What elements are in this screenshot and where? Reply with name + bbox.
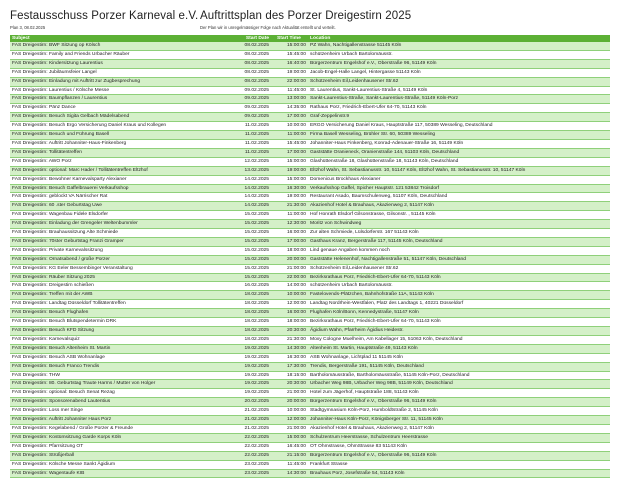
cell-start-date: 21.02.2025 [244,425,269,431]
cell-start-date: 20.02.2025 [244,399,269,405]
cell-start-date: 21.02.2025 [244,417,269,423]
cell-start-date: 13.02.2025 [244,167,269,173]
table-row[interactable] [10,264,610,273]
table-row[interactable] [10,166,610,175]
cell-subject: FAS Dreigestirn: Besuch Ergo Versicherung Daniel Kraus und Kollegen [12,123,167,129]
cell-start-time: 17:30:00 [286,363,306,369]
cell-start-date: 14.02.2025 [244,194,269,200]
cell-subject: FAS Dreigestirn: Laurentius / Kölsche Messe [12,87,110,93]
header-left [10,10,198,30]
cell-location: Fastelovends-Plätzchen, Bahnhofstraße 11A, 51143 Köln [310,292,434,298]
cell-start-date: 15.02.2025 [244,238,269,244]
cell-start-date: 15.02.2025 [244,212,269,218]
cell-start-time: 18:15:00 [286,372,306,378]
cell-subject: FAS Dreigestirn: Besuch Gaffelbrauerei Verkaufsshop [12,185,129,191]
table-row[interactable] [10,398,610,407]
cell-start-time: 14:30:00 [286,470,306,476]
cell-start-date: 18.02.2025 [244,328,269,333]
cell-location: Schützenheim Eil,Leidenhausener Str.62 [310,265,399,271]
cell-start-date: 09.02.2025 [244,105,269,111]
cell-start-time: 11:45:00 [287,87,306,93]
cell-start-time: 22:00:00 [286,78,306,84]
cell-start-date: 15.02.2025 [244,221,269,227]
cell-location: Bezirksrathaus Porz, Friedrich-Ebert-Ufer 64-70, 51143 Köln [310,274,441,280]
cell-location: ASB Wohnanlage, Lichtplad 11 51145 Köln [310,354,403,360]
table-body [10,42,610,478]
cell-subject: FAS Dreigestirn: Besuch und Führung Basell [12,132,110,138]
cell-location: Gaststätte Helenenhof, Nachtigallenstraße 51, 51147 Köln, Deutschland [310,256,466,262]
cell-subject: FAS Dreigestirn: Auftritt Johanniter-Haus-Finkenberg [12,140,127,146]
table-row[interactable] [10,50,610,59]
table-row[interactable] [10,424,610,433]
cell-start-date: 15.02.2025 [244,230,269,236]
cell-subject: FAS Dreigestirn: Auftritt Johanniter Haus Porz [12,417,112,423]
cell-subject: FAS Dreigestirn: Private Karnevalssitzung [12,247,103,253]
cell-location: Verkaufsshop Gaffel, Spicher Hauptstr. 121 53842 Troisdorf [310,185,440,191]
cell-subject: FAS Dreigestirn: Wagenbau Fidele Elsdorfer [12,212,109,218]
table-row[interactable] [10,407,610,416]
cell-subject: FAS Dreigestirn: Loss mer Singe [12,408,83,414]
cell-subject: FAS Dreigestirn: Besuch Franco Trendis [12,363,100,369]
cell-start-time: 21:00:00 [286,265,306,271]
cell-start-date: 22.02.2025 [244,452,269,458]
cell-subject: FAS Dreigestirn: 80. Geburtstag Traute Harms / Mutter von Holger [12,381,156,387]
cell-start-date: 22.02.2025 [244,434,269,440]
column-header-start-time[interactable]: Start Time [277,36,301,41]
plan-info: Plan 3, 08.02.2025 [10,25,46,30]
cell-start-date: 22.02.2025 [244,443,269,449]
cell-start-time: 14:00:00 [286,283,306,289]
cell-start-time: 17:00:00 [286,114,306,120]
cell-start-time: 10:00:00 [286,123,306,129]
cell-start-time: 16:30:00 [286,185,306,191]
table-row[interactable] [10,113,610,122]
cell-subject: FAS Dreigestirn: Family and Friends Urbacher Räuber [12,51,130,57]
cell-subject: FAS Dreigestirn: Kegelabend / Große Porzer & Freunde [12,425,133,431]
table-row[interactable] [10,237,610,246]
cell-start-date: 19.02.2025 [244,381,269,387]
table-row[interactable] [10,42,610,50]
table-row[interactable] [10,122,610,131]
cell-location: Rathaus Porz, Friedrich-Ebert-Ufer 64-70, 51143 Köln [310,105,427,111]
cell-location: Bartholomäusstraße, Bartholomäusstraße, 51145 Köln-Porz, Deutschland [310,372,470,378]
cell-start-time: 15:00:00 [286,158,306,164]
cell-start-date: 15.02.2025 [244,265,269,271]
cell-start-date: 19.02.2025 [244,390,269,396]
cell-location: Urbacher Weg 98B, Urbacher Weg 98B, 51149 Köln, Deutschland [310,381,453,387]
cell-start-date: 23.02.2025 [244,461,269,467]
cell-start-date: 21.02.2025 [244,408,269,414]
table-row[interactable] [10,59,610,68]
cell-location: Bezirksrathaus Porz, Friedrich-Ebert-Ufer 64-70, 51143 Köln [310,319,441,325]
cell-location: Stadtgymnasium Köln-Porz, Humboldtstraße 2, 51145 Köln [310,408,438,414]
cell-location: Flughafen Köln/Bonn, Kennedystraße, 51147 Köln [310,310,419,316]
cell-start-time: 16:40:00 [286,60,306,66]
cell-start-time: 14:35:00 [286,105,306,111]
cell-subject: FAS Dreigestirn: 70ster Geburtstag Franzi Gramper [12,238,124,244]
cell-start-date: 18.02.2025 [244,310,269,316]
cell-start-time: 11:45:00 [287,461,306,467]
cell-subject: FAS Dreigestirn: Strüßjerball [12,452,74,458]
cell-location: Sankt-Laurentius-Straße, Sankt-Laurentius-Straße, 51149 Köln-Porz [310,96,459,102]
table-row[interactable] [10,433,610,442]
table-header-row [10,35,610,42]
cell-location: schützenheim Urbach Bartolomäusstr. [310,51,393,57]
cell-start-time: 19:00:00 [286,167,306,173]
cell-subject: FAS Dreigestirn: Jubiläumsfeier Langel [12,69,97,75]
cell-start-date: 11.02.2025 [244,149,269,155]
cell-location: Glashüttenstraße 18, Glashüttenstraße 18, 51143 Köln, Deutschland [310,158,459,164]
cell-location: Restaurant Asado, Baumschulenweg, 51107 Köln, Deutschland [310,194,448,200]
table-row[interactable] [10,86,610,95]
table-row[interactable] [10,175,610,184]
cell-start-date: 11.02.2025 [244,132,269,138]
table-row[interactable] [10,318,610,327]
cell-start-time: 22:00:00 [286,274,306,280]
cell-start-time: 12:00:00 [286,417,306,423]
cell-start-time: 12:30:00 [286,221,306,227]
cell-subject: FAS Dreigestirn: Ornatsabend / große Porzer [12,256,110,262]
table-row[interactable] [10,193,610,202]
cell-start-date: 18.02.2025 [244,292,269,298]
cell-subject: FAS Dreigestirn: Einladung der Grengeler Weltenbummler [12,221,138,227]
cell-subject: FAS Dreigestirn: Wagentaufe KIB [12,470,85,476]
cell-start-time: 15:00:00 [286,176,306,182]
cell-location: Zur alten Schmiede, Lülsdorferstr. 167 51143 Köln [310,230,419,236]
cell-start-time: 10:00:00 [286,408,306,414]
cell-start-date: 12.02.2025 [244,158,269,164]
cell-location: OT Ohmstrasse, OhmStrasse 83 51143 Köln [310,443,407,449]
cell-start-date: 09.02.2025 [244,114,269,120]
table-row[interactable] [10,148,610,157]
cell-subject: FAS Dreigestirn: Landtag Düsseldorf Tollitätentreffen [12,301,126,307]
cell-subject: FAS Dreigestirn: THW [12,372,61,378]
cell-start-date: 23.02.2025 [244,470,269,476]
table-row[interactable] [10,451,610,460]
cell-start-time: 11:00:00 [287,132,306,138]
cell-start-date: 18.02.2025 [244,301,269,307]
cell-start-time: 14:30:00 [286,345,306,351]
cell-start-time: 21:30:00 [286,203,306,209]
cell-subject: FAS Dreigestirn: Baumpflanzen / Laurentius [12,96,108,102]
table-row[interactable] [10,469,610,478]
table-row[interactable] [10,300,610,309]
table-row[interactable] [10,442,610,451]
cell-start-time: 18:00:00 [286,319,306,325]
cell-start-time: 20:30:00 [286,381,306,387]
cell-location: Altenheim St. Martin, Hauptstraße 49, 51143 Köln [310,345,418,351]
cell-start-time: 16:00:00 [286,310,306,316]
cell-subject: FAS Dreigestirn: Brauhaussitzung Alte Schmiede [12,230,119,236]
table-row[interactable] [10,77,610,86]
cell-start-time: 16:00:00 [286,230,306,236]
cell-location: Akazienhof Hotel & Brauhaus, Akazienweg 2, 51147 Köln [310,203,434,209]
table-row[interactable] [10,95,610,104]
cell-subject: FAS Dreigestirn: Einladung mit Auftritt zur Zugbesprechung [12,78,141,84]
cell-start-time: 18:00:00 [286,247,306,253]
cell-location: Domenicus Brockhaus Alexianer [310,176,381,182]
org-title: Festausschuss Porzer Karneval e.V. [10,10,199,22]
cell-start-time: 21:00:00 [286,390,306,396]
table-row[interactable] [10,460,610,469]
column-header-start-date[interactable]: Start Date [245,36,269,41]
cell-location: Schulzentrum Heerstrasse, Schulzentrum Heerstrasse [310,434,428,440]
cell-start-time: 13:00:00 [286,96,306,102]
cell-start-time: 17:00:00 [286,149,306,155]
cell-subject: FAS Dreigestirn: Pänz Dance [12,105,76,111]
cell-subject: FAS Dreigestirn: Sponsorenabend Lautentius [12,399,111,405]
cell-start-date: 16.02.2025 [244,283,269,289]
table-row[interactable] [10,291,610,300]
cell-start-time: 21:15:00 [286,452,306,458]
document-title: Auftrittsplan des Porzer Dreigestirn 2025 [200,10,412,22]
cell-location: Schützenheim Eil,Leidenhausener Str.62 [310,78,399,84]
cell-start-date: 14.02.2025 [244,203,269,209]
cell-subject: FAS Dreigestirn: BWF Sitzung op Kölsch [12,43,101,48]
cell-start-date: 08.02.2025 [244,78,269,84]
cell-subject: FAS Dreigestirn: Treffen mit der AWB [12,292,93,298]
cell-location: Frankfurt Strasse [310,461,348,467]
cell-subject: FAS Dreigestirn: Tollitätentreffen [12,149,82,155]
cell-subject: FAS Dreigestirn: geblockt VA Närrischer Rat [12,194,108,200]
cell-location: Hotel zum Jägerhof, Hauptstraße 188, 51143 Köln [310,390,419,396]
table-row[interactable] [10,184,610,193]
table-row[interactable] [10,104,610,113]
cell-subject: FAS Dreigestirn: Kostümsitzung Garde Korps Köln [12,434,122,440]
cell-start-time: 21:30:00 [286,336,306,342]
cell-subject: FAS Dreigestirn: Kindersitzung Laurentius [12,60,103,66]
table-row[interactable] [10,139,610,148]
cell-start-date: 08.02.2025 [244,60,269,66]
cell-start-date: 08.02.2025 [244,69,269,75]
cell-subject: FAS Dreigestirn: Bewohner Karnevalsparty Alexianer [12,176,127,182]
cell-start-date: 19.02.2025 [244,354,269,360]
cell-location: Hof Honrath Elsdorf Gilsonstrasse, Gilsonstr. , 51145 Köln [310,212,436,218]
table-row[interactable] [10,282,610,291]
cell-location: Jacob-Engel-Halle Langel, Hintergasse 51143 Köln [310,69,421,75]
cell-start-date: 11.02.2025 [244,123,269,129]
cell-location: St. Laurentius, Sankt-Laurentius-Straße 4, 51149 Köln [310,87,428,93]
cell-subject: FAS Dreigestirn: Kölsche Messe Sankt Ägidium [12,461,116,467]
cell-location: Ägidium Wahn, Pfarrheim Ägidius Heidestr. [310,328,404,333]
cell-start-time: 11:00:00 [287,212,306,218]
cell-start-time: 15:45:00 [286,51,306,57]
cell-start-time: 20:30:00 [286,328,306,333]
cell-start-date: 15.02.2025 [244,247,269,253]
column-header-subject[interactable]: Subject [12,36,30,41]
cell-location: Gaststätte Oranieneck, Oranienstraße 144, 51103 Köln, Deutschland [310,149,460,155]
cell-start-date: 08.02.2025 [244,51,269,57]
cell-subject: FAS Dreigestirn: AWO Porz [12,158,72,164]
cell-location: Bürgerzentrum Engelshof e.V., Oberstraße 96, 51149 Köln [310,60,437,66]
table-row[interactable] [10,273,610,282]
table-row[interactable] [10,131,610,140]
cell-start-date: 09.02.2025 [244,96,269,102]
cell-location: Gasthaus Kranz, Bergerstraße 117, 51145 Köln, Deutschland [310,238,443,244]
cell-start-date: 14.02.2025 [244,185,269,191]
cell-start-time: 20:00:00 [286,256,306,262]
table-row[interactable] [10,220,610,229]
cell-start-date: 18.02.2025 [244,319,269,325]
table-row[interactable] [10,380,610,389]
cell-start-date: 19.02.2025 [244,345,269,351]
table-row[interactable] [10,229,610,238]
cell-subject: FAS Dreigestirn: Besuch ASB Wohnanlage [12,354,105,360]
cell-start-time: 19:00:00 [286,69,306,75]
cell-start-time: 20:00:00 [286,399,306,405]
cell-start-time: 17:00:00 [286,238,306,244]
table-row[interactable] [10,416,610,425]
cell-start-time: 15:45:00 [286,140,306,146]
cell-start-time: 16:30:00 [286,354,306,360]
cell-subject: FAS Dreigestirn: Besuch Altenheim St. Martin [12,345,111,351]
table-row[interactable] [10,211,610,220]
cell-location: schützenheim Urbach Bartolomäusstr. [310,283,393,289]
column-header-location[interactable]: Location [310,36,331,41]
cell-start-time: 15:00:00 [286,434,306,440]
cell-start-date: 19.02.2025 [244,372,269,378]
header-right [200,10,411,30]
cell-subject: FAS Dreigestirn: Besuch Flughafen [12,310,89,316]
cell-subject: FAS Dreigestirn: Besuch Blutspendetermin DRK [12,319,117,325]
cell-subject: FAS Dreigestirn: optional: Marc Hader / Tollitätentreffen Eltzhof [12,167,148,173]
cell-start-time: 21:00:00 [286,425,306,431]
cell-subject: FAS Dreigestirn: Pfarrsitzung OT [12,443,84,449]
cell-start-time: 10:00:00 [286,292,306,298]
cell-subject: FAS Dreigestirn: 60 .ster Geburtstag Uwe [12,203,102,209]
cell-start-time: 16:45:00 [286,443,306,449]
cell-location: Lind genaue Angaben kommen noch [310,247,390,253]
table-row[interactable] [10,344,610,353]
cell-location: Moritz von Schwindweg [310,221,362,227]
table-row[interactable] [10,389,610,398]
cell-start-date: 19.02.2025 [244,363,269,369]
cell-location: Akazienhof Hotel & Brauhaus, Akazienweg 2, 51147 Köln [310,425,434,431]
table-row[interactable] [10,255,610,264]
table-row[interactable] [10,327,610,336]
cell-start-date: 15.02.2025 [244,274,269,280]
cell-subject: FAS Dreigestirn: Karnevalsquiz [12,336,80,342]
cell-subject: FAS Dreigestirn: KG Eeler Bessembinger Veranstaltung [12,265,133,271]
cell-location: Johanniter-Haus Köln-Porz, Königsberger Str. 11, 51145 Köln [310,417,443,423]
cell-start-time: 15:00:00 [286,43,306,48]
cell-location: Landtag Nordrhein-Westfalen, Platz des Landtags 1, 40221 Düsseldorf [310,301,464,307]
cell-subject: FAS Dreigestirn: Besuch Sigita Gelbach Mädelsabend [12,114,130,120]
cell-location: ERGO Versicherung Daniel Kraus, Hauptstraße 117, 50389 Wesseling, Deutschland [310,123,493,129]
cell-location: Brauhaus Porz, Josefstraße 54, 51143 Köln [310,470,405,476]
cell-start-time: 12:00:00 [286,301,306,307]
table-row[interactable] [10,157,610,166]
cell-subject: FAS Dreigestirn: Dreigestirn schießen [12,283,94,289]
table-row[interactable] [10,309,610,318]
cell-start-date: 08.02.2025 [244,43,269,48]
document-note: Der Plan wir in unregelmässiger Folge nach Aktualität erstellt und verteilt. [200,25,336,30]
cell-location: Trendis, Bergerstraße 191, 51145 Köln, Deutschland [310,363,424,369]
cell-location: Graf-Zeppelinstr.9 [310,114,350,120]
cell-start-date: 18.02.2025 [244,336,269,342]
table-row[interactable] [10,362,610,371]
table-row[interactable] [10,202,610,211]
cell-location: Firma Basell Wesseling, Brühler Str. 60, 50389 Wesseling [310,132,436,138]
cell-start-date: 11.02.2025 [244,140,269,146]
schedule-table [10,35,610,478]
cell-location: PZ Wahn, Nachtigallenstrasse 51145 Köln [310,43,402,48]
cell-subject: FAS Dreigestirn: optional: Besuch Senat Rezag [12,390,115,396]
cell-subject: FAS Dreigestirn: Besuch KFD Sitzung [12,328,95,333]
cell-location: Bürgerzentrum Engelshof e.V., Oberstraße 96, 51149 Köln [310,399,437,405]
cell-start-date: 15.02.2025 [244,256,269,262]
table-row[interactable] [10,246,610,255]
table-row[interactable] [10,68,610,77]
cell-location: Bürgerzentrum Engelshof e.V., Oberstraße 96, 51149 Köln [310,452,437,458]
table-row[interactable] [10,335,610,344]
table-row[interactable] [10,371,610,380]
cell-start-date: 14.02.2025 [244,176,269,182]
cell-location: Eltzhof Wahn, St. Sebastianusstr. 10, 51147 Köln, Eltzhof Wahn, St. Sebastianusstr. 10, 51147 Köln [310,167,526,173]
table-row[interactable] [10,353,610,362]
cell-location: Moxy Cologne Muelheim, Am Kabellager 15, 51063 Köln, Deutschland [310,336,463,342]
cell-location: Johanniter-Haus Finkenberg, Konrad-Adenauer-Straße 16, 51149 Köln [310,140,464,146]
cell-start-time: 19:00:00 [286,194,306,200]
cell-start-date: 09.02.2025 [244,87,269,93]
cell-subject: FAS Dreigestirn: Räuber Sitzung 2025 [12,274,95,280]
